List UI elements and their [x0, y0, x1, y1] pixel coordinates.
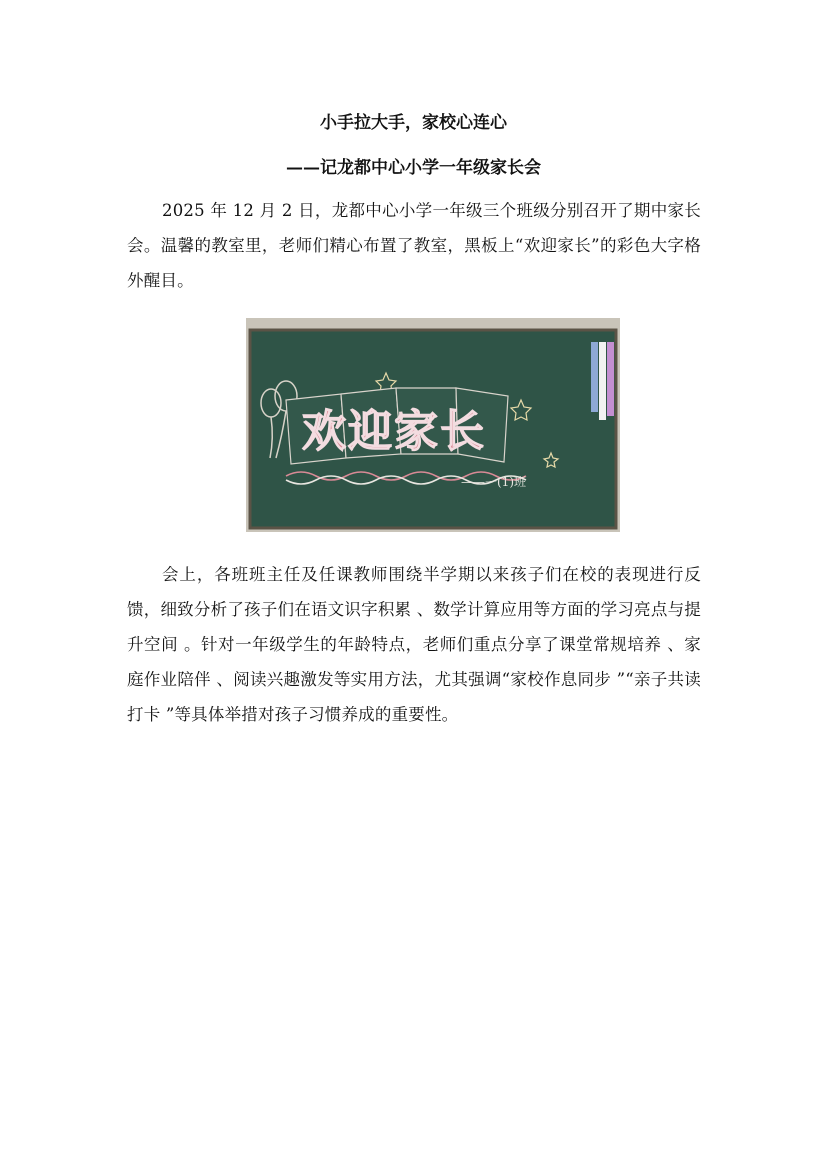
document-subtitle: ——记龙都中心小学一年级家长会 — [286, 158, 541, 178]
blackboard-class-label: ——一(1)班 — [461, 475, 526, 489]
document-title: 小手拉大手，家校心连心 — [320, 113, 507, 133]
note-strips — [591, 342, 614, 420]
blackboard-photo — [246, 318, 620, 532]
blackboard-heading: 欢迎家长 — [302, 406, 486, 457]
paragraph-meeting: 会上，各班班主任及任课教师围绕半学期以来孩子们在校的表现进行反馈，细致分析了孩子们在语文识字积累 、数学计算应用等方面的学习亮点与提升空间 。针对一年级学生的年龄特点，老师们重点分享了课堂常规培养 、家庭作业陪伴 、阅读兴趣激发等实用方法，尤其强调“家校作息同步 ”“亲子共读打卡 ”等具体举措对孩子习惯养成的重要性。 — [127, 565, 701, 724]
paragraph-intro: 2025 年 12 月 2 日，龙都中心小学一年级三个班级分别召开了期中家长会。温馨的教室里，老师们精心布置了教室，黑板上“欢迎家长”的彩色大字格外醒目。 — [127, 201, 701, 290]
